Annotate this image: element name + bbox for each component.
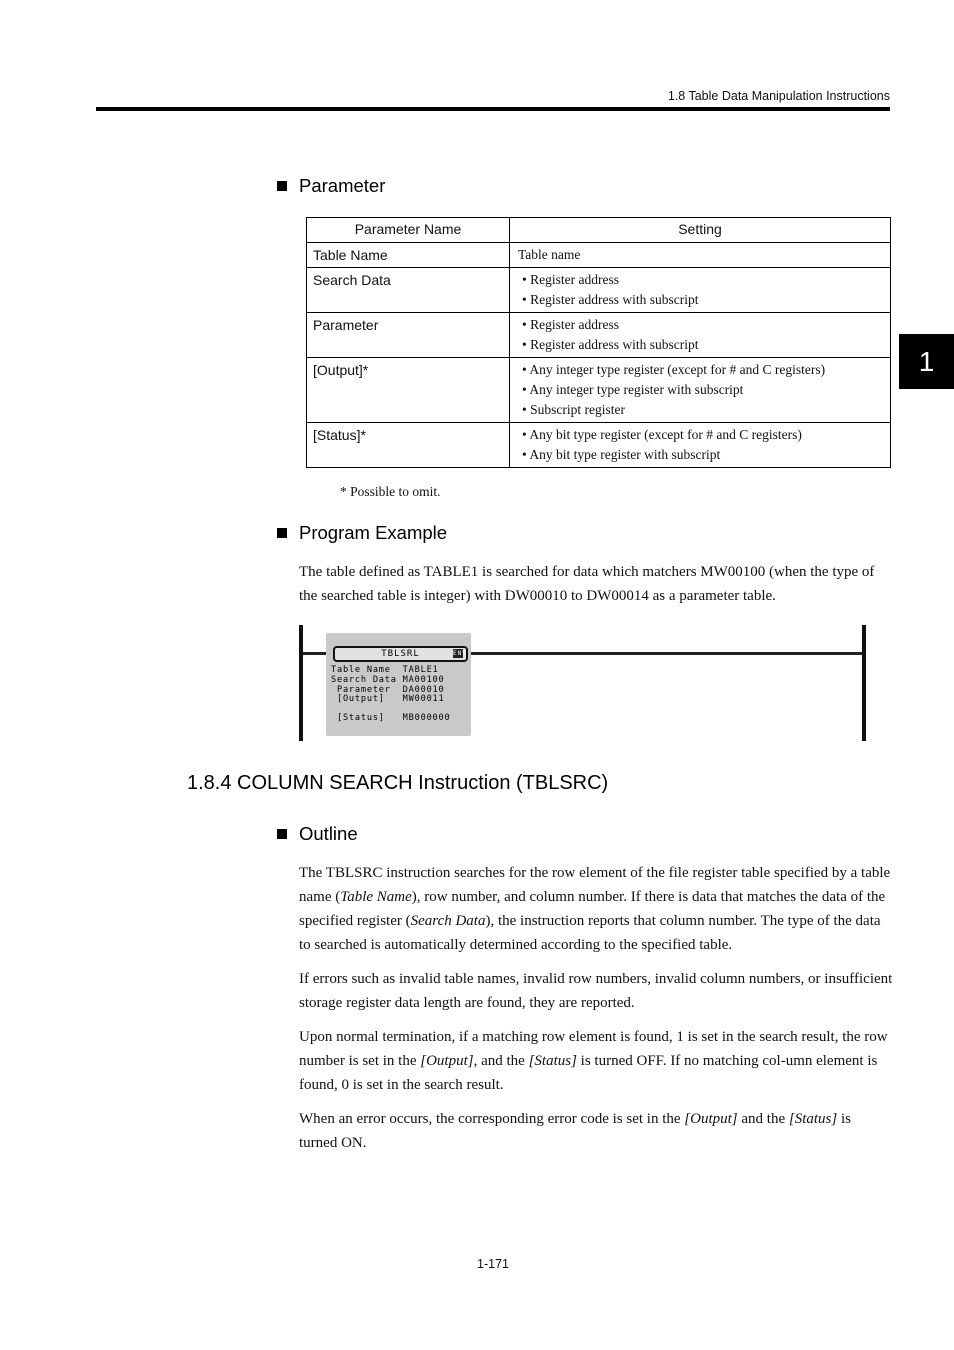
left-power-rail xyxy=(299,625,303,741)
square-bullet-icon xyxy=(277,181,287,191)
table-row xyxy=(307,313,891,358)
setting-line: • Register address xyxy=(522,272,619,287)
table-row xyxy=(307,358,891,423)
setting-cell xyxy=(510,313,891,358)
subsection-title: 1.8.4 COLUMN SEARCH Instruction (TBLSRC) xyxy=(187,772,609,794)
square-bullet-icon xyxy=(277,829,287,839)
outline-heading-text: Outline xyxy=(299,823,358,844)
parameter-name-cell: Search Data xyxy=(307,268,510,313)
function-block-row: [Status] MB000000 xyxy=(331,713,451,723)
program-example-paragraph: The table defined as TABLE1 is searched for data which matchers MW00100 (when the type of the searched table is integer) with DW00010 to DW00014 as a parameter table. xyxy=(299,564,875,604)
page-number: 1-171 xyxy=(477,1257,509,1271)
function-block-title xyxy=(333,646,468,662)
outline-paragraph-3: Upon normal termination, if a matching row element is found, 1 is set in the search result, the row number is set in the [Output], and the [Status] is turned OFF. If no matching col-umn element is found, 0 is set in the search result. xyxy=(299,1029,888,1093)
function-block-row: Parameter DA00010 xyxy=(331,685,445,695)
function-block-row: Table Name TABLE1 xyxy=(331,665,439,675)
outline-paragraph-2: If errors such as invalid table names, invalid row numbers, invalid column numbers, or insufficient storage register data length are found, they are reported. xyxy=(299,971,893,1011)
function-block-row: [Output] MW00011 xyxy=(331,694,445,704)
right-power-rail xyxy=(862,625,866,741)
setting-line: • Register address with subscript xyxy=(522,337,699,352)
square-bullet-icon xyxy=(277,528,287,538)
setting-line: • Subscript register xyxy=(522,402,625,417)
header-rule xyxy=(96,107,890,111)
table-footnote: * Possible to omit. xyxy=(340,484,441,499)
ladder-diagram xyxy=(297,625,869,743)
column-header: Parameter Name xyxy=(307,218,510,243)
parameter-name-cell: [Output]* xyxy=(307,358,510,423)
parameter-table xyxy=(306,217,891,468)
outline-body xyxy=(299,861,893,1155)
setting-line: • Register address with subscript xyxy=(522,292,699,307)
setting-line: • Any integer type register with subscript xyxy=(522,382,744,397)
chapter-tab: 1 xyxy=(899,334,954,389)
running-header: 1.8 Table Data Manipulation Instructions xyxy=(667,89,890,103)
setting-cell xyxy=(510,423,891,468)
setting-cell xyxy=(510,243,891,268)
parameter-heading-text: Parameter xyxy=(299,175,386,196)
setting-line: • Any bit type register (except for # and C registers) xyxy=(522,427,802,442)
setting-cell xyxy=(510,358,891,423)
function-block-title-text: TBLSRL xyxy=(381,649,420,659)
program-example-heading xyxy=(277,522,447,544)
parameter-heading xyxy=(277,175,385,197)
parameter-name-cell: [Status]* xyxy=(307,423,510,468)
parameter-name-cell: Parameter xyxy=(307,313,510,358)
setting-line: • Any bit type register with subscript xyxy=(522,447,721,462)
table-row xyxy=(307,423,891,468)
outline-heading xyxy=(277,823,358,845)
parameter-name-cell: Table Name xyxy=(307,243,510,268)
outline-paragraph-4: When an error occurs, the corresponding error code is set in the [Output] and the [Status] is turned ON. xyxy=(299,1111,851,1151)
setting-line: Table name xyxy=(518,247,581,262)
outline-paragraph-1: The TBLSRC instruction searches for the row element of the file register table specified by a table name (Table Name), row number, and column number. If there is data that matches the data of the specified register (Search Data), the instruction reports that column number. The type of the data to searched is automatically determined according to the specified table. xyxy=(299,865,891,953)
table-row xyxy=(307,268,891,313)
program-example-heading-text: Program Example xyxy=(299,522,448,543)
table-header-row xyxy=(307,218,891,243)
table-row xyxy=(307,243,891,268)
function-block-row: Search Data MA00100 xyxy=(331,675,445,685)
program-example-text xyxy=(299,560,893,608)
column-header: Setting xyxy=(510,218,891,243)
env-icon: ENV xyxy=(453,650,467,657)
tblsrl-function-block xyxy=(326,633,471,736)
setting-cell xyxy=(510,268,891,313)
setting-line: • Register address xyxy=(522,317,619,332)
setting-line: • Any integer type register (except for # and C registers) xyxy=(522,362,826,377)
